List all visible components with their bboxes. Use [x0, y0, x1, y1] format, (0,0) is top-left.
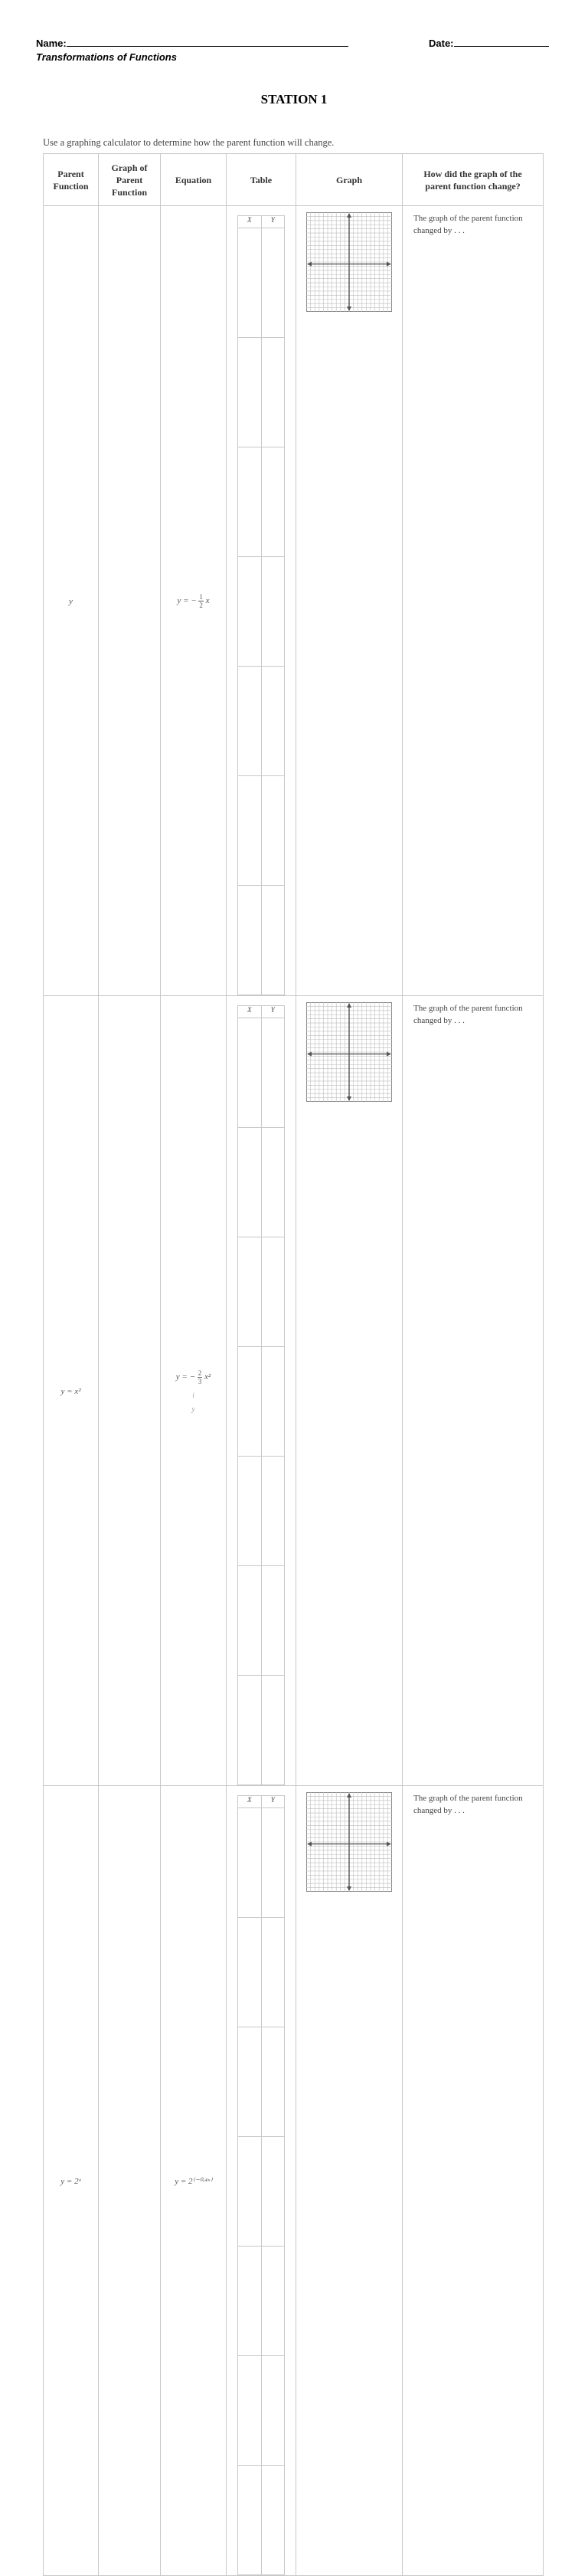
change-prompt: The graph of the parent function changed by . . .: [413, 214, 523, 235]
table-cell: [227, 206, 296, 996]
parent-function: y: [69, 597, 73, 606]
equation: y = − $\frac{1}{2}$ x: [177, 592, 210, 609]
x-header: X: [238, 216, 262, 228]
coordinate-grid[interactable]: [306, 1792, 392, 1892]
graph-cell: [296, 1786, 403, 2576]
equation: y = − $\frac{2}{3}$ x²: [175, 1368, 211, 1385]
xy-table[interactable]: [237, 215, 285, 995]
instruction-text: Use a graphing calculator to determine how the parent function will change.: [43, 137, 335, 148]
transformations-table: [43, 153, 544, 2576]
xy-table[interactable]: [237, 1005, 285, 1785]
coordinate-grid[interactable]: [306, 212, 392, 312]
col-graph-of-parent: Graph of Parent Function: [99, 154, 161, 206]
graph-of-parent-cell[interactable]: [99, 996, 161, 1786]
equation-cell: [161, 206, 227, 996]
col-equation: Equation: [161, 154, 227, 206]
table-row: [44, 1786, 544, 2576]
date-field[interactable]: [429, 38, 549, 49]
parent-function-cell: [44, 996, 99, 1786]
change-cell[interactable]: [403, 996, 544, 1786]
equation-cell: [161, 996, 227, 1786]
equation-cell: [161, 1786, 227, 2576]
parent-function-cell: [44, 1786, 99, 2576]
graph-of-parent-cell[interactable]: [99, 1786, 161, 2576]
name-label: Name:: [36, 38, 67, 49]
col-parent-function: Parent Function: [44, 154, 99, 206]
graph-of-parent-cell[interactable]: [99, 206, 161, 996]
equation: y = 2⁽⁻⁰·⁴ˣ⁾: [175, 2177, 212, 2186]
coordinate-grid[interactable]: [306, 1002, 392, 1102]
y-header: Y: [261, 1006, 285, 1018]
y-header: Y: [261, 1796, 285, 1808]
table-row: [44, 206, 544, 996]
date-label: Date:: [429, 38, 454, 49]
stray-mark: y: [191, 1404, 195, 1413]
stray-mark: i: [192, 1391, 194, 1399]
name-field[interactable]: [36, 38, 348, 49]
change-prompt: The graph of the parent function changed by . . .: [413, 1004, 523, 1025]
station-title: STATION 1: [260, 92, 328, 107]
change-cell[interactable]: [403, 1786, 544, 2576]
x-header: X: [238, 1796, 262, 1808]
y-header: Y: [261, 216, 285, 228]
x-header: X: [238, 1006, 262, 1018]
date-line[interactable]: [454, 46, 549, 47]
col-graph: Graph: [296, 154, 403, 206]
name-line[interactable]: [67, 46, 348, 47]
col-how-changed: How did the graph of the parent function change?: [403, 154, 544, 206]
table-cell: [227, 1786, 296, 2576]
graph-cell: [296, 996, 403, 1786]
table-cell: [227, 996, 296, 1786]
parent-function: y = 2ˣ: [60, 2177, 81, 2186]
table-row: [44, 996, 544, 1786]
parent-function: y = x²: [60, 1387, 81, 1396]
change-cell[interactable]: [403, 206, 544, 996]
xy-table[interactable]: [237, 1795, 285, 2575]
parent-function-cell: [44, 206, 99, 996]
graph-cell: [296, 206, 403, 996]
worksheet-subtitle: Transformations of Functions: [36, 51, 177, 63]
table-header-row: [44, 154, 544, 206]
change-prompt: The graph of the parent function changed by . . .: [413, 1794, 523, 1815]
col-table: Table: [227, 154, 296, 206]
